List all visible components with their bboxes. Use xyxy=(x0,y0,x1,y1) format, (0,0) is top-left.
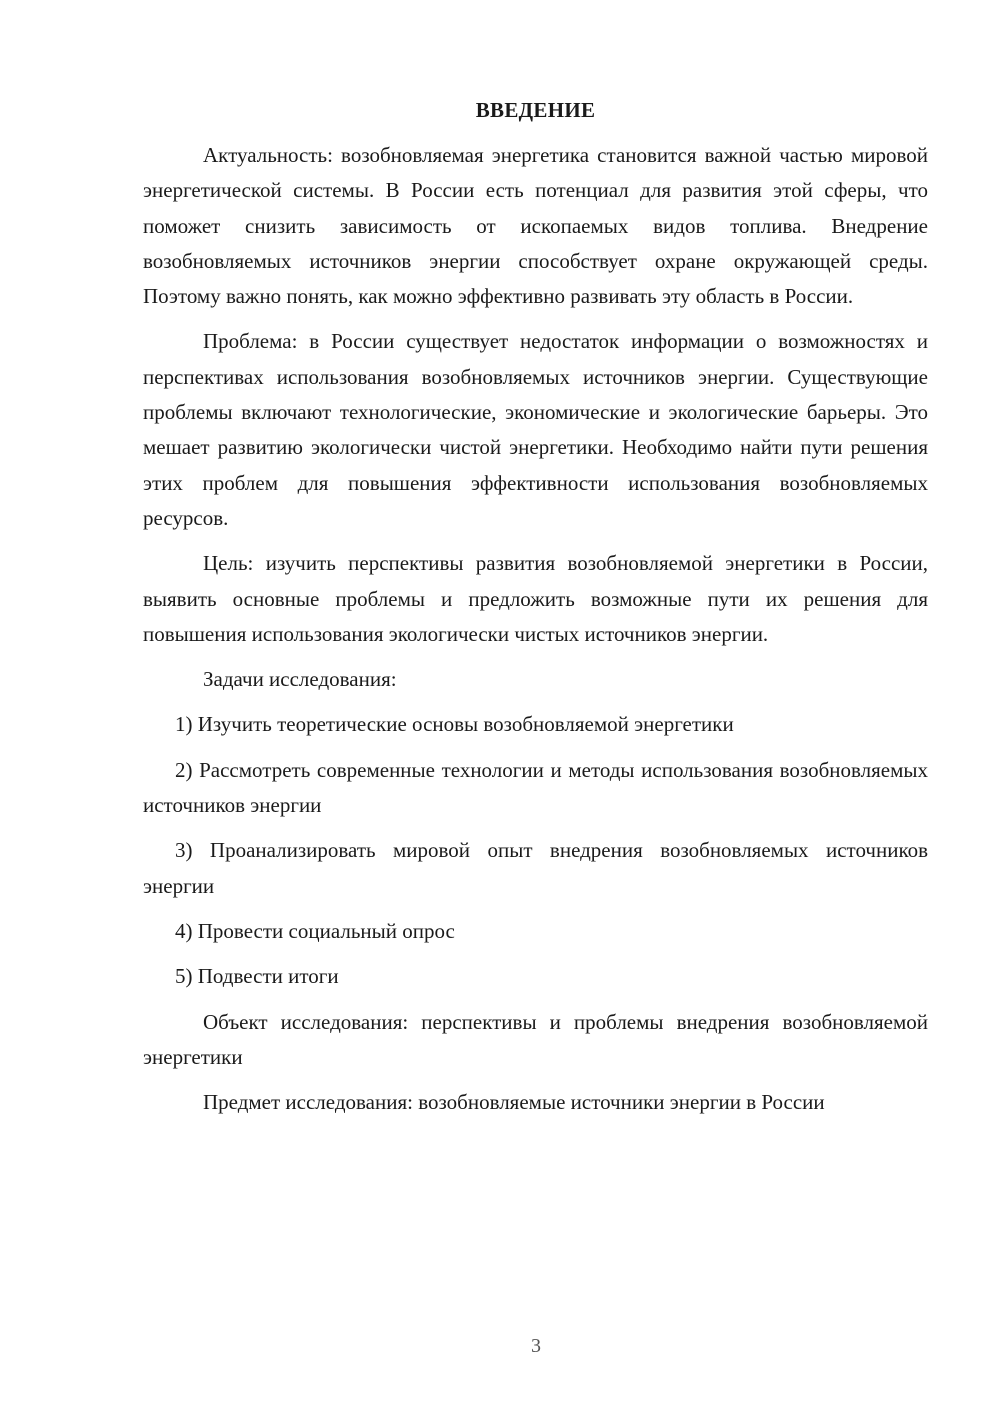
tasks-heading: Задачи исследования: xyxy=(203,667,397,692)
paragraph-relevance: Актуальность: возобновляемая энергетика становится важной частью мировой энергетической системы. В России есть потенциал для развития этой сферы, что поможет снизить зависимость от ископаемых видов топлива. Внедрение возобновляемых источников энергии способствует охране окружающей среды. Поэтому важно понять, как можно эффективно развивать эту область в России. xyxy=(143,143,928,309)
paragraph-subject: Предмет исследования: возобновляемые источники энергии в России xyxy=(203,1090,825,1115)
task-item-5: 5) Подвести итоги xyxy=(175,964,339,989)
task-item-1: 1) Изучить теоретические основы возобновляемой энергетики xyxy=(175,712,734,737)
page-content xyxy=(143,96,928,1130)
task-item-3: 3) Проанализировать мировой опыт внедрения возобновляемых источников энергии xyxy=(143,838,928,898)
page-number: 3 xyxy=(531,1335,541,1357)
task-item-2: 2) Рассмотреть современные технологии и методы использования возобновляемых источников энергии xyxy=(143,757,928,818)
task-item-4: 4) Провести социальный опрос xyxy=(175,918,455,943)
paragraph-goal: Цель: изучить перспективы развития возобновляемой энергетики в России, выявить основные проблемы и предложить возможные пути их решения для повышения использования экологически чистых источников энергии. xyxy=(143,551,928,646)
section-title: ВВЕДЕНИЕ xyxy=(475,98,596,122)
paragraph-object: Объект исследования: перспективы и проблемы внедрения возобновляемой энергетики xyxy=(143,1009,928,1069)
paragraph-problem: Проблема: в России существует недостаток информации о возможностях и перспективах использования возобновляемых источников энергии. Существующие проблемы включают технологические, экономические и экологические барьеры. Это мешает развитию экологически чистой энергетики. Необходимо найти пути решения этих проблем для повышения эффективности использования возобновляемых ресурсов. xyxy=(143,329,928,530)
